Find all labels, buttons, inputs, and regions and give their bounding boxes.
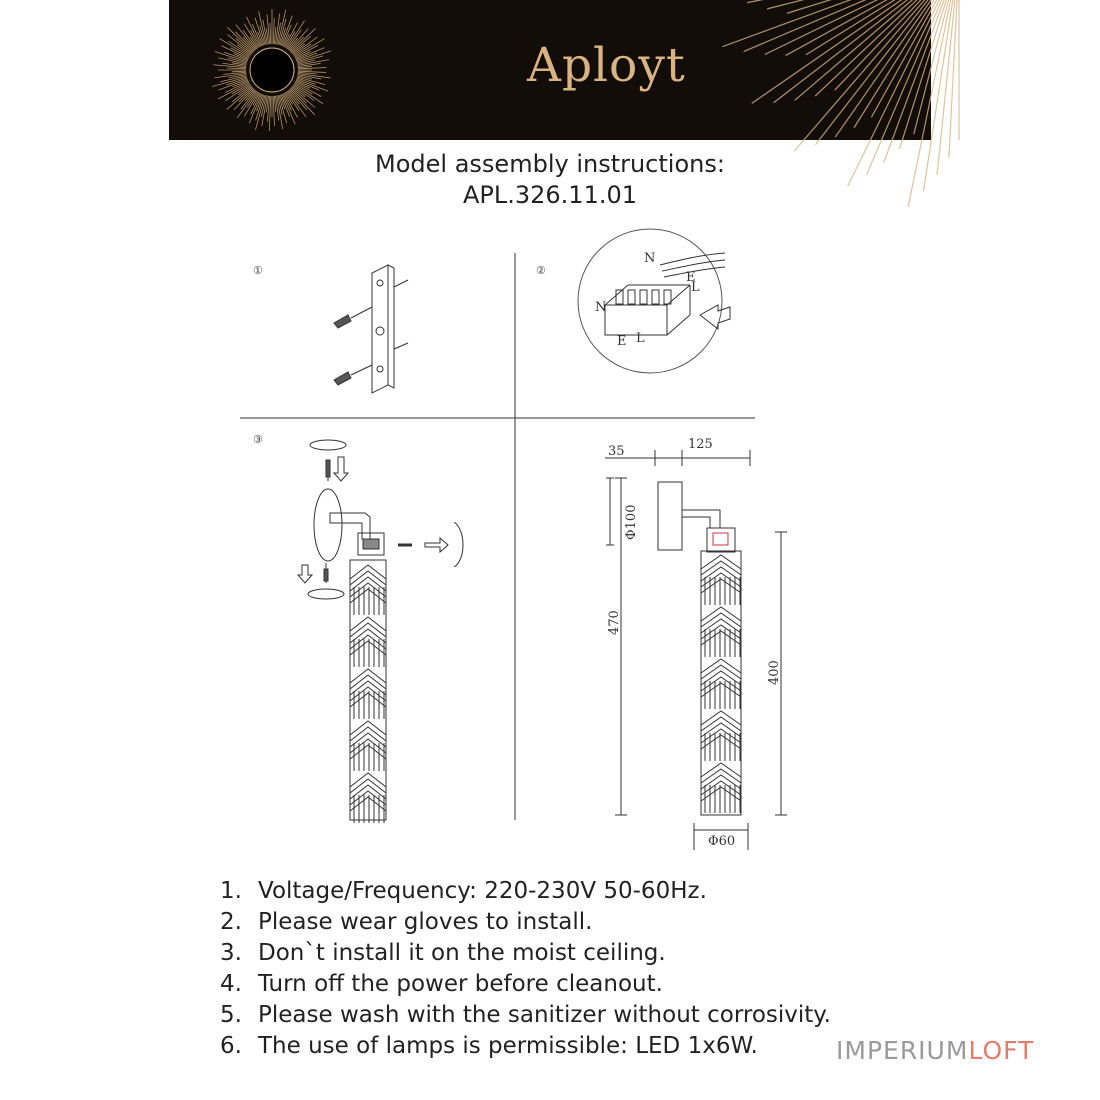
note-item: 5. Please wash with the sanitizer without corrosivity. <box>220 1002 831 1028</box>
note-item: 6. The use of lamps is permissible: LED 1x6W. <box>220 1033 758 1059</box>
dim-shade-diameter: Φ60 <box>708 834 736 849</box>
dim-shade-height: 400 <box>767 660 782 685</box>
note-text: Turn off the power before cleanout. <box>258 971 663 997</box>
note-item: 2. Please wear gloves to install. <box>220 909 593 935</box>
note-text: Please wash with the sanitizer without corrosivity. <box>258 1002 831 1028</box>
dim-arm-length: 125 <box>688 437 713 452</box>
wire-label-l: L <box>691 280 700 295</box>
terminal-label-n: N <box>595 300 607 315</box>
model-number: APL.326.11.01 <box>462 181 638 209</box>
assembly-diagram <box>230 245 782 875</box>
step3-assembly-illustration <box>298 440 463 820</box>
brand-name: Aployt <box>527 38 686 93</box>
dim-base-diameter: Φ100 <box>624 504 639 540</box>
instruction-notes <box>220 878 831 1064</box>
terminal-label-l: L <box>636 331 645 346</box>
page-title: Model assembly instructions: <box>375 150 725 178</box>
note-item: 3. Don`t install it on the moist ceiling. <box>220 940 666 966</box>
wire-label-e: E <box>686 270 696 285</box>
step-1-number: ① <box>253 264 263 277</box>
watermark: IMPERIUMLOFT <box>836 1036 1035 1065</box>
note-text: The use of lamps is permissible: LED 1x6W. <box>258 1033 758 1059</box>
note-item: 4. Turn off the power before cleanout. <box>220 971 663 997</box>
note-text: Don`t install it on the moist ceiling. <box>258 940 666 966</box>
dim-base-offset: 35 <box>608 444 625 459</box>
wire-label-n: N <box>644 251 656 266</box>
terminal-label-e: E <box>617 334 627 349</box>
note-text: Please wear gloves to install. <box>258 909 593 935</box>
dim-total-height: 470 <box>607 610 622 635</box>
step-2-number: ② <box>536 264 546 277</box>
step-3-number: ③ <box>253 433 263 446</box>
step1-bracket-illustration <box>334 265 408 393</box>
note-text: Voltage/Frequency: 220-230V 50-60Hz. <box>258 878 707 904</box>
brand-banner <box>169 0 931 140</box>
note-item: 1. Voltage/Frequency: 220-230V 50-60Hz. <box>220 878 707 904</box>
